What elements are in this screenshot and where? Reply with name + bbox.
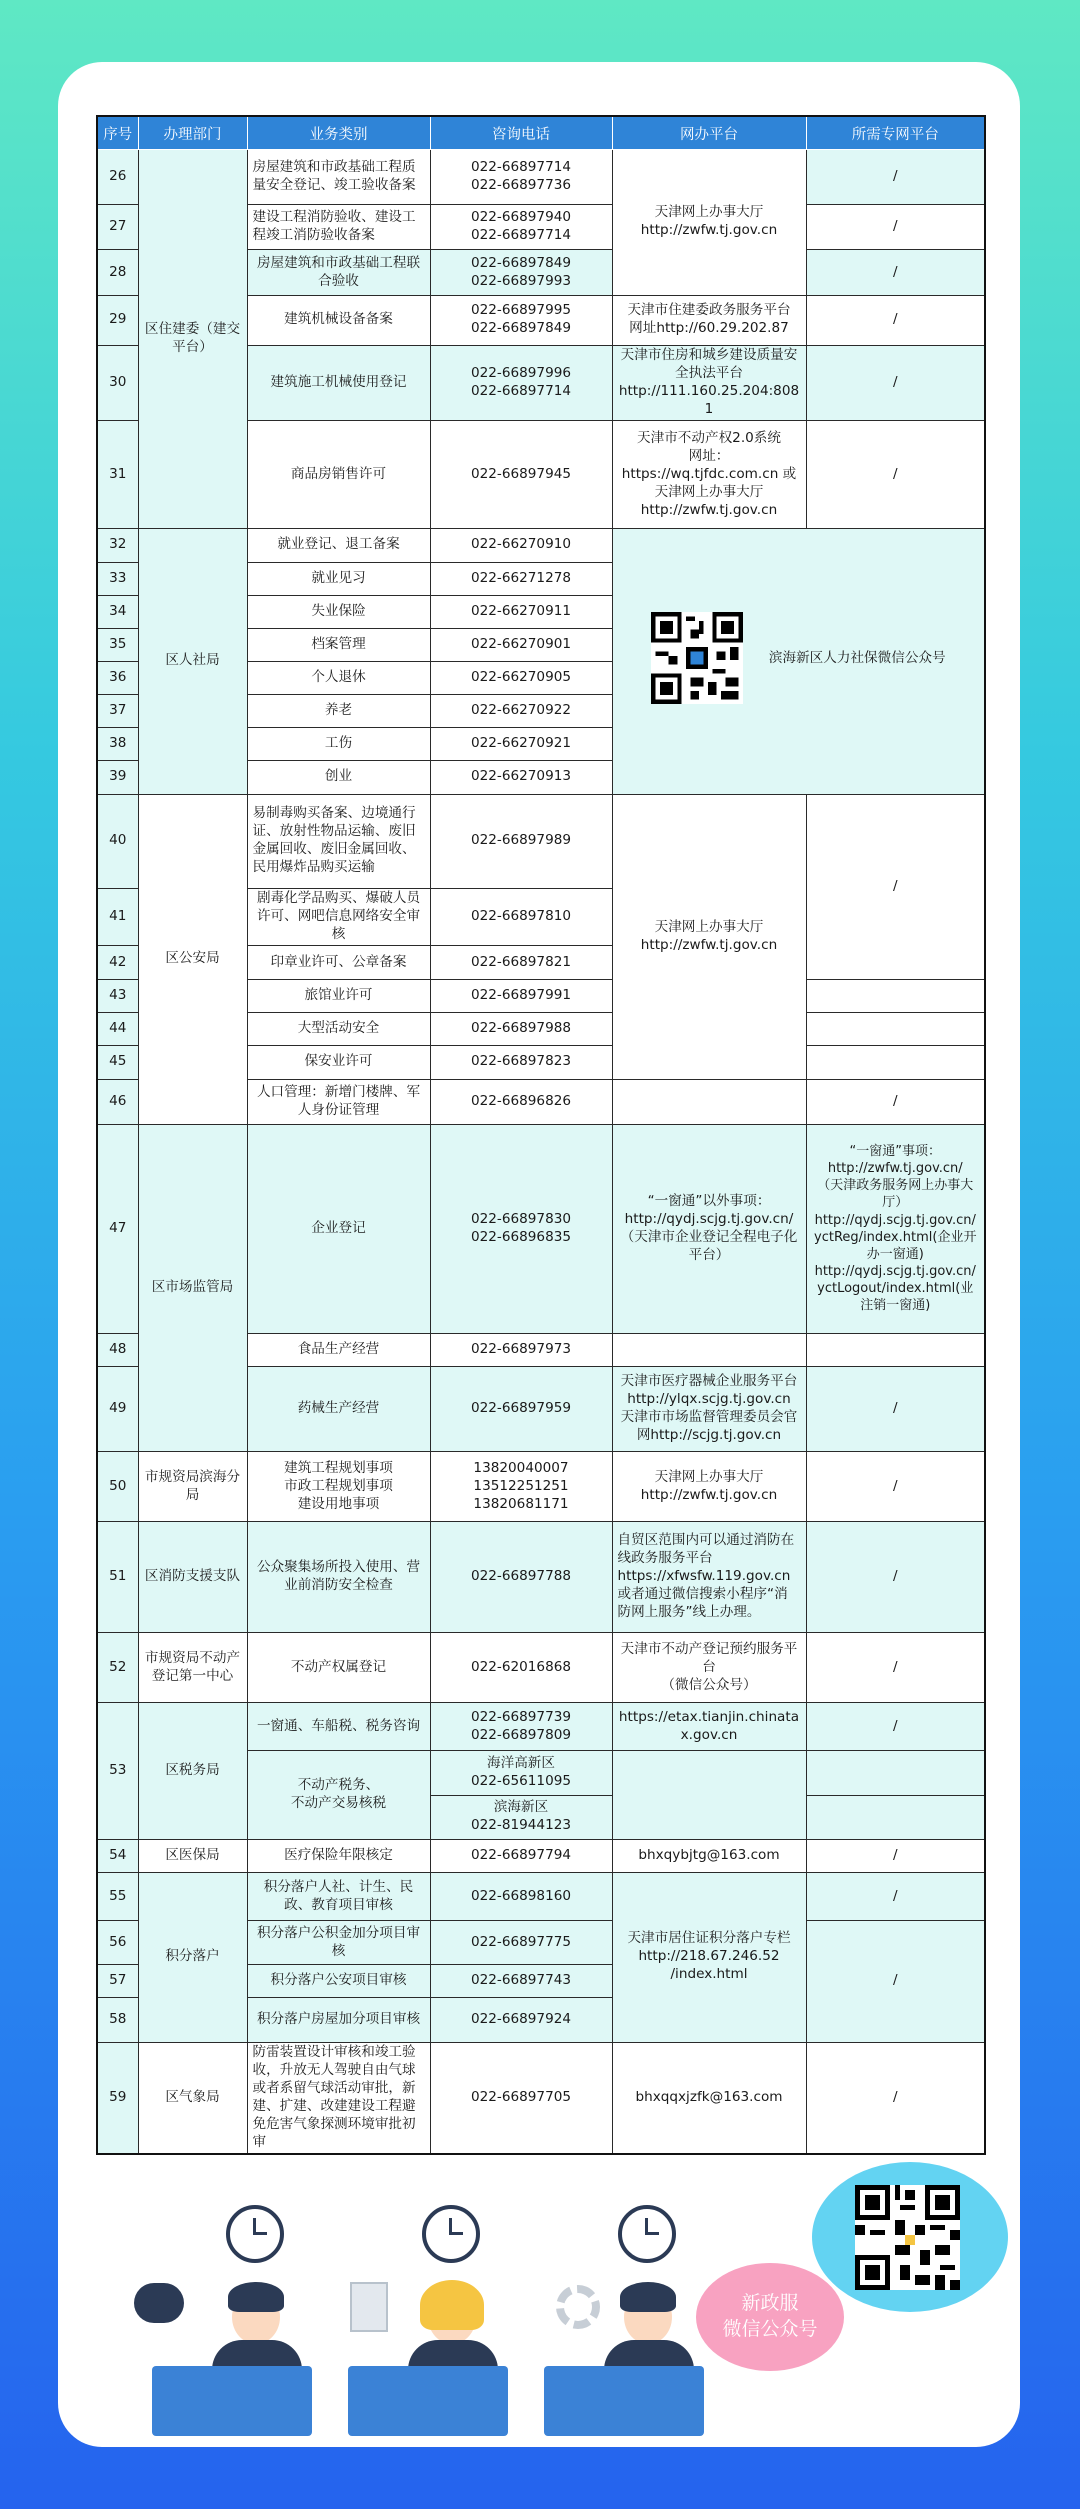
cell-special: / bbox=[806, 1872, 985, 1920]
cell-special: / bbox=[806, 205, 985, 250]
cell-type: 档案管理 bbox=[247, 628, 430, 661]
cell-phone: 022-66897940 022-66897714 bbox=[430, 205, 612, 250]
cell-phone: 022-66270905 bbox=[430, 661, 612, 694]
cell-no: 49 bbox=[97, 1366, 138, 1451]
header-platform: 网办平台 bbox=[612, 116, 806, 150]
cell-phone: 022-66897959 bbox=[430, 1366, 612, 1451]
cell-no: 39 bbox=[97, 761, 138, 794]
cell-type: 创业 bbox=[247, 761, 430, 794]
cell-type: 工伤 bbox=[247, 728, 430, 761]
cell-platform[interactable]: 天津市住建委政务服务平台 网址http://60.29.202.87 bbox=[612, 295, 806, 345]
cell-type: 旅馆业许可 bbox=[247, 980, 430, 1013]
cell-type: 药械生产经营 bbox=[247, 1366, 430, 1451]
table-row bbox=[97, 1839, 985, 1872]
cell-special: / bbox=[806, 794, 985, 980]
cell-dept: 市规资局滨海分局 bbox=[138, 1452, 247, 1522]
cell-platform[interactable]: 天津市不动产权2.0系统 网址： https://wq.tjfdc.com.cn 或 天津网上办事大厅 http://zwfw.tj.gov.cn bbox=[612, 420, 806, 528]
cell-phone: 022-66897714 022-66897736 bbox=[430, 150, 612, 205]
cell-phone: 022-66897739 022-66897809 bbox=[430, 1703, 612, 1751]
cell-special-empty bbox=[806, 1046, 985, 1079]
cell-type: 剧毒化学品购买、爆破人员许可、网吧信息网络安全审核 bbox=[247, 888, 430, 945]
cell-type: 积分落户房屋加分项目审核 bbox=[247, 1998, 430, 2042]
cell-no: 37 bbox=[97, 695, 138, 728]
cell-platform[interactable]: 天津网上办事大厅 http://zwfw.tj.gov.cn bbox=[612, 794, 806, 1079]
cell-type: 建筑机械设备备案 bbox=[247, 295, 430, 345]
cell-special: / bbox=[806, 1839, 985, 1872]
cell-type: 建筑施工机械使用登记 bbox=[247, 345, 430, 420]
desk bbox=[152, 2366, 312, 2436]
cell-no: 53 bbox=[97, 1703, 138, 1840]
qr-code-icon bbox=[651, 612, 743, 704]
cell-special[interactable]: “一窗通”事项： http://zwfw.tj.gov.cn/ （天津政务服务网上办事大厅） http://qydj.scjg.tj.gov.cn/yctReg/index.html(企业开办一窗通) http://qydj.scjg.tj.gov.cn/yctLogout/index.html(业注销一窗通) bbox=[806, 1124, 985, 1333]
cell-dept: 区公安局 bbox=[138, 794, 247, 1124]
cell-type: 积分落户公安项目审核 bbox=[247, 1965, 430, 1998]
cell-special: / bbox=[806, 1452, 985, 1522]
cell-no: 31 bbox=[97, 420, 138, 528]
table-row bbox=[97, 1703, 985, 1751]
table-row bbox=[97, 794, 985, 888]
cell-special: / bbox=[806, 1522, 985, 1632]
cell-no: 48 bbox=[97, 1333, 138, 1366]
agent-hair bbox=[228, 2282, 284, 2312]
cell-no: 58 bbox=[97, 1998, 138, 2042]
cell-no: 30 bbox=[97, 345, 138, 420]
cell-type: 商品房销售许可 bbox=[247, 420, 430, 528]
cell-dept: 区人社局 bbox=[138, 529, 247, 794]
cell-special-empty bbox=[806, 1333, 985, 1366]
cell-no: 40 bbox=[97, 794, 138, 888]
cell-phone: 022-66270922 bbox=[430, 695, 612, 728]
document-icon bbox=[350, 2282, 388, 2332]
cell-phone: 022-66270901 bbox=[430, 628, 612, 661]
cell-platform[interactable]: 天津市住房和城乡建设质量安全执法平台 http://111.160.25.204:8081 bbox=[612, 345, 806, 420]
cell-special: / bbox=[806, 1079, 985, 1124]
cell-phone: 022-66897788 bbox=[430, 1522, 612, 1632]
cell-type: 失业保险 bbox=[247, 595, 430, 628]
cell-special-empty bbox=[806, 1013, 985, 1046]
cell-phone: 022-66897821 bbox=[430, 945, 612, 979]
cell-phone: 022-66897924 bbox=[430, 1998, 612, 2042]
cell-phone: 022-66897995 022-66897849 bbox=[430, 295, 612, 345]
cell-phone: 滨海新区 022-81944123 bbox=[430, 1795, 612, 1839]
cell-phone: 022-62016868 bbox=[430, 1632, 612, 1702]
cell-type: 一窗通、车船税、税务咨询 bbox=[247, 1703, 430, 1751]
cell-no: 26 bbox=[97, 150, 138, 205]
cell-platform[interactable]: https://etax.tianjin.chinatax.gov.cn bbox=[612, 1703, 806, 1751]
cell-phone: 022-66270913 bbox=[430, 761, 612, 794]
cell-type: 易制毒购买备案、边境通行证、放射性物品运输、废旧金属回收、废旧金属回收、民用爆炸品购买运输 bbox=[247, 794, 430, 888]
cell-phone: 022-66897991 bbox=[430, 980, 612, 1013]
cell-special: / bbox=[806, 1366, 985, 1451]
cell-phone: 022-66898160 bbox=[430, 1872, 612, 1920]
cell-platform-empty bbox=[612, 1751, 806, 1839]
cell-dept: 区消防支援支队 bbox=[138, 1522, 247, 1632]
cell-special: / bbox=[806, 420, 985, 528]
cell-type: 养老 bbox=[247, 695, 430, 728]
cell-type: 企业登记 bbox=[247, 1124, 430, 1333]
cell-platform[interactable]: bhxqybjtg@163.com bbox=[612, 1839, 806, 1872]
cell-phone: 022-66897743 bbox=[430, 1965, 612, 1998]
cell-type: 公众聚集场所投入使用、营业前消防安全检查 bbox=[247, 1522, 430, 1632]
gear-icon bbox=[556, 2285, 600, 2329]
cell-phone: 022-66897988 bbox=[430, 1013, 612, 1046]
cell-special: / bbox=[806, 250, 985, 295]
qr-code-icon[interactable] bbox=[855, 2185, 960, 2290]
service-table bbox=[96, 115, 986, 2155]
cell-special: / bbox=[806, 2042, 985, 2154]
cell-no: 34 bbox=[97, 595, 138, 628]
cell-special: / bbox=[806, 295, 985, 345]
table-row bbox=[97, 1872, 985, 1920]
clock-icon bbox=[226, 2205, 284, 2263]
table-row bbox=[97, 1124, 985, 1333]
cell-special: / bbox=[806, 345, 985, 420]
cell-type: 医疗保险年限核定 bbox=[247, 1839, 430, 1872]
chat-bubble-icon bbox=[134, 2283, 184, 2323]
table-row bbox=[97, 1632, 985, 1702]
cell-phone: 海洋高新区 022-65611095 bbox=[430, 1751, 612, 1795]
cell-dept: 区市场监管局 bbox=[138, 1124, 247, 1451]
cell-special: / bbox=[806, 1703, 985, 1751]
cell-no: 32 bbox=[97, 529, 138, 562]
cell-type: 不动产税务、 不动产交易核税 bbox=[247, 1751, 430, 1839]
cell-no: 47 bbox=[97, 1124, 138, 1333]
cell-no: 54 bbox=[97, 1839, 138, 1872]
hr-wechat-label[interactable]: 滨海新区人力社保微信公众号 bbox=[768, 649, 946, 666]
cell-special: / bbox=[806, 150, 985, 205]
cell-dept: 区医保局 bbox=[138, 1839, 247, 1872]
cell-special-empty bbox=[806, 1795, 985, 1839]
cell-no: 42 bbox=[97, 945, 138, 979]
cell-platform[interactable]: bhxqqxjzfk@163.com bbox=[612, 2042, 806, 2154]
header-special: 所需专网平台 bbox=[806, 116, 985, 150]
cell-no: 55 bbox=[97, 1872, 138, 1920]
cell-no: 28 bbox=[97, 250, 138, 295]
cell-type: 防雷装置设计审核和竣工验收，升放无人驾驶自由气球或者系留气球活动审批，新建、扩建、改建建设工程避免危害气象探测环境审批初审 bbox=[247, 2042, 430, 2154]
cell-phone: 022-66270911 bbox=[430, 595, 612, 628]
cell-no: 41 bbox=[97, 888, 138, 945]
cell-phone: 022-66271278 bbox=[430, 562, 612, 595]
cell-phone: 022-66897810 bbox=[430, 888, 612, 945]
cell-no: 50 bbox=[97, 1452, 138, 1522]
cell-phone: 022-66897996 022-66897714 bbox=[430, 345, 612, 420]
table-row bbox=[97, 1452, 985, 1522]
cell-phone: 022-66897794 bbox=[430, 1839, 612, 1872]
agent-hair bbox=[420, 2280, 484, 2330]
table-row bbox=[97, 529, 985, 562]
cell-type: 保安业许可 bbox=[247, 1046, 430, 1079]
cell-no: 43 bbox=[97, 980, 138, 1013]
cell-dept: 积分落户 bbox=[138, 1872, 247, 2042]
wechat-account-bubble[interactable] bbox=[696, 2263, 844, 2371]
table-header-row bbox=[97, 116, 985, 150]
cell-no: 46 bbox=[97, 1079, 138, 1124]
cell-phone: 022-66897823 bbox=[430, 1046, 612, 1079]
clock-icon bbox=[422, 2205, 480, 2263]
cell-phone: 022-66896826 bbox=[430, 1079, 612, 1124]
cell-dept: 区气象局 bbox=[138, 2042, 247, 2154]
cell-phone: 022-66897830 022-66896835 bbox=[430, 1124, 612, 1333]
cell-phone: 13820040007 13512251251 13820681171 bbox=[430, 1452, 612, 1522]
cell-no: 51 bbox=[97, 1522, 138, 1632]
cell-platform[interactable]: 天津市不动产登记预约服务平台 （微信公众号） bbox=[612, 1632, 806, 1702]
header-phone: 咨询电话 bbox=[430, 116, 612, 150]
cell-phone: 022-66270910 bbox=[430, 529, 612, 562]
cell-type: 就业登记、退工备案 bbox=[247, 529, 430, 562]
cell-platform[interactable]: 天津网上办事大厅 http://zwfw.tj.gov.cn bbox=[612, 1452, 806, 1522]
agent-hair bbox=[620, 2282, 676, 2312]
cell-dept: 区税务局 bbox=[138, 1703, 247, 1840]
cell-no: 27 bbox=[97, 205, 138, 250]
cell-no: 29 bbox=[97, 295, 138, 345]
cell-phone: 022-66897705 bbox=[430, 2042, 612, 2154]
cell-type: 印章业许可、公章备案 bbox=[247, 945, 430, 979]
cell-no: 36 bbox=[97, 661, 138, 694]
cell-special-empty bbox=[806, 980, 985, 1013]
cell-no: 59 bbox=[97, 2042, 138, 2154]
cell-type: 就业见习 bbox=[247, 562, 430, 595]
desk bbox=[544, 2366, 704, 2436]
cell-special: / bbox=[806, 1632, 985, 1702]
cell-platform[interactable]: “一窗通”以外事项： http://qydj.scjg.tj.gov.cn/ （天津市企业登记全程电子化平台） bbox=[612, 1124, 806, 1333]
cell-type: 个人退休 bbox=[247, 661, 430, 694]
cell-no: 57 bbox=[97, 1965, 138, 1998]
cell-type: 积分落户人社、计生、民政、教育项目审核 bbox=[247, 1872, 430, 1920]
account-type: 微信公众号 bbox=[722, 2318, 818, 2340]
cell-type: 积分落户公积金加分项目审核 bbox=[247, 1921, 430, 1965]
cell-phone: 022-66897849 022-66897993 bbox=[430, 250, 612, 295]
table-row bbox=[97, 2042, 985, 2154]
cell-type: 房屋建筑和市政基础工程质量安全登记、竣工验收备案 bbox=[247, 150, 430, 205]
cell-no: 33 bbox=[97, 562, 138, 595]
header-dept: 办理部门 bbox=[138, 116, 247, 150]
cell-no: 35 bbox=[97, 628, 138, 661]
cell-type: 不动产权属登记 bbox=[247, 1632, 430, 1702]
cell-no: 56 bbox=[97, 1921, 138, 1965]
cell-dept: 市规资局不动产登记第一中心 bbox=[138, 1632, 247, 1702]
cell-no: 45 bbox=[97, 1046, 138, 1079]
cell-platform[interactable]: 天津市医疗器械企业服务平台http://ylqx.scjg.tj.gov.cn 天津市市场监督管理委员会官网http://scjg.tj.gov.cn bbox=[612, 1366, 806, 1451]
cell-no: 44 bbox=[97, 1013, 138, 1046]
cell-platform[interactable]: 天津网上办事大厅 http://zwfw.tj.gov.cn bbox=[612, 150, 806, 296]
clock-icon bbox=[618, 2205, 676, 2263]
desk bbox=[348, 2366, 508, 2436]
cell-hr-wechat bbox=[612, 529, 985, 794]
cell-special: / bbox=[806, 1921, 985, 2043]
cell-type: 建筑工程规划事项 市政工程规划事项 建设用地事项 bbox=[247, 1452, 430, 1522]
cell-type: 房屋建筑和市政基础工程联合验收 bbox=[247, 250, 430, 295]
cell-type: 食品生产经营 bbox=[247, 1333, 430, 1366]
cell-platform-empty bbox=[612, 1079, 806, 1124]
cell-phone: 022-66897775 bbox=[430, 1921, 612, 1965]
cell-platform-empty bbox=[612, 1333, 806, 1366]
cell-special-empty bbox=[806, 1751, 985, 1795]
table-row bbox=[97, 1522, 985, 1632]
table-row bbox=[97, 150, 985, 205]
cell-phone: 022-66270921 bbox=[430, 728, 612, 761]
header-type: 业务类别 bbox=[247, 116, 430, 150]
cell-type: 建设工程消防验收、建设工程竣工消防验收备案 bbox=[247, 205, 430, 250]
cell-platform[interactable]: 自贸区范围内可以通过消防在线政务服务平台 https://xfwsfw.119.gov.cn 或者通过微信搜索小程序“消防网上服务”线上办理。 bbox=[612, 1522, 806, 1632]
cell-type: 人口管理：新增门楼牌、军人身份证管理 bbox=[247, 1079, 430, 1124]
cell-no: 38 bbox=[97, 728, 138, 761]
account-name: 新政服 bbox=[741, 2292, 799, 2315]
cell-type: 大型活动安全 bbox=[247, 1013, 430, 1046]
cell-phone: 022-66897945 bbox=[430, 420, 612, 528]
cell-phone: 022-66897989 bbox=[430, 794, 612, 888]
cell-phone: 022-66897973 bbox=[430, 1333, 612, 1366]
cell-dept: 区住建委（建交平台） bbox=[138, 150, 247, 529]
cell-no: 52 bbox=[97, 1632, 138, 1702]
header-no: 序号 bbox=[97, 116, 138, 150]
cell-platform[interactable]: 天津市居住证积分落户专栏 http://218.67.246.52 /index.html bbox=[612, 1872, 806, 2042]
